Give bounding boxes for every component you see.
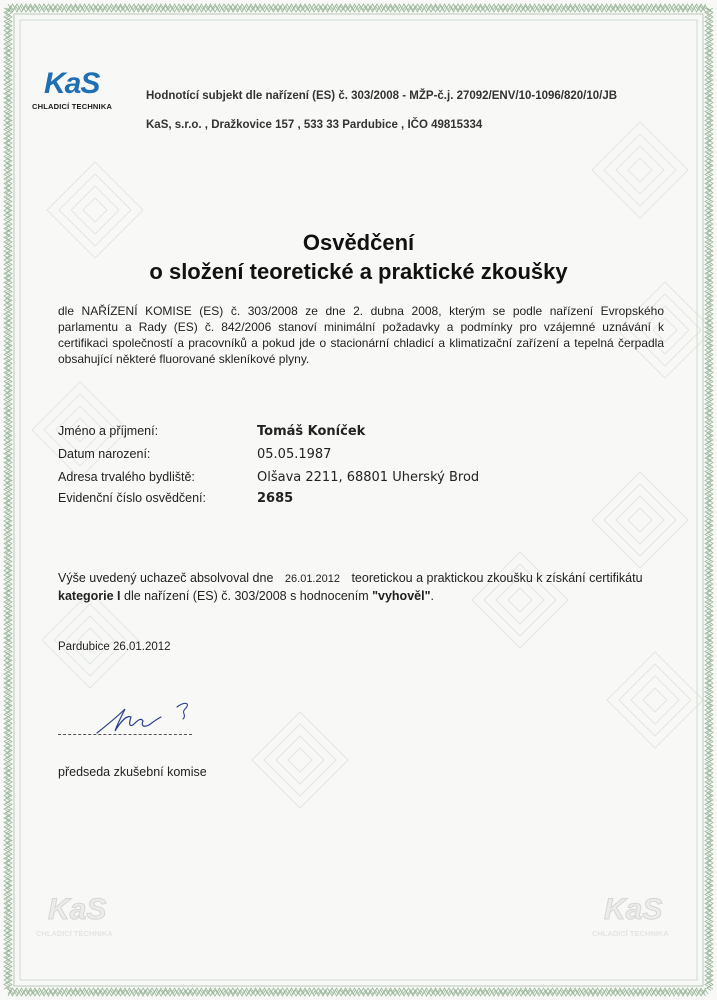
- name-label: Jméno a příjmení:: [58, 424, 159, 438]
- exam-date: 26.01.2012: [284, 573, 340, 585]
- watermark-subtitle-right: CHLADICÍ TECHNIKA: [592, 929, 669, 938]
- certificate-number-label: Evidenční číslo osvědčení:: [58, 491, 206, 505]
- watermark-logo-right: [592, 893, 702, 943]
- company-logo: [30, 66, 135, 116]
- exam-result-statement: [58, 570, 658, 605]
- signature-caption: předseda zkušební komise: [58, 765, 207, 779]
- certificate-category: kategorie I: [58, 589, 121, 603]
- logo-mark: KaS: [44, 67, 100, 100]
- header-company-address: KaS, s.r.o. , Dražkovice 157 , 533 33 Pardubice , IČO 49815334: [146, 119, 483, 131]
- exam-grade: "vyhověl": [372, 589, 431, 603]
- certificate-title: Osvědčení: [302, 230, 415, 255]
- address-label: Adresa trvalého bydliště:: [58, 470, 195, 484]
- logo-subtitle: CHLADICÍ TECHNIKA: [32, 102, 113, 111]
- signature-line: [58, 734, 192, 735]
- result-text-2: teoretickou a praktickou zkoušku k získání certifikátu: [351, 571, 643, 585]
- watermark-subtitle-left: CHLADICÍ TECHNIKA: [36, 929, 113, 938]
- dob-label: Datum narození:: [58, 447, 151, 461]
- regulation-intro-paragraph: dle NAŘÍZENÍ KOMISE (ES) č. 303/2008 ze dne 2. dubna 2008, kterým se podle nařízení Evropského parlamentu a Rady (ES) č. 842/2006 stanoví minimální požadavky a podmínky pro vzájemné uznávání k certifikaci společností a pracovníků a pokud jde o stacionární chladicí a klimatizační zařízení a tepelná čerpadla obsahující některé fluorované skleníkové plyny.: [58, 304, 664, 366]
- header-evaluator-line: Hodnotící subjekt dle nařízení (ES) č. 303/2008 - MŽP-č.j. 27092/ENV/10-1096/820/10/JB: [146, 90, 618, 102]
- result-text-1: Výše uvedený uchazeč absolvoval dne: [58, 571, 274, 585]
- watermark-mark-right: KaS: [604, 893, 663, 926]
- watermark-mark-left: KaS: [48, 893, 107, 926]
- place-and-date: Pardubice 26.01.2012: [58, 641, 171, 653]
- result-text-3: dle nařízení (ES) č. 303/2008 s hodnocením: [124, 589, 369, 603]
- certificate-number-value: 2685: [257, 491, 294, 506]
- result-end: .: [430, 589, 434, 603]
- name-value: Tomáš Koníček: [257, 424, 366, 439]
- certificate-subtitle: o složení teoretické a praktické zkoušky: [149, 259, 568, 284]
- watermark-logo-left: [36, 893, 146, 943]
- address-value: Olšava 2211, 68801 Uherský Brod: [257, 470, 480, 485]
- dob-value: 05.05.1987: [257, 447, 332, 462]
